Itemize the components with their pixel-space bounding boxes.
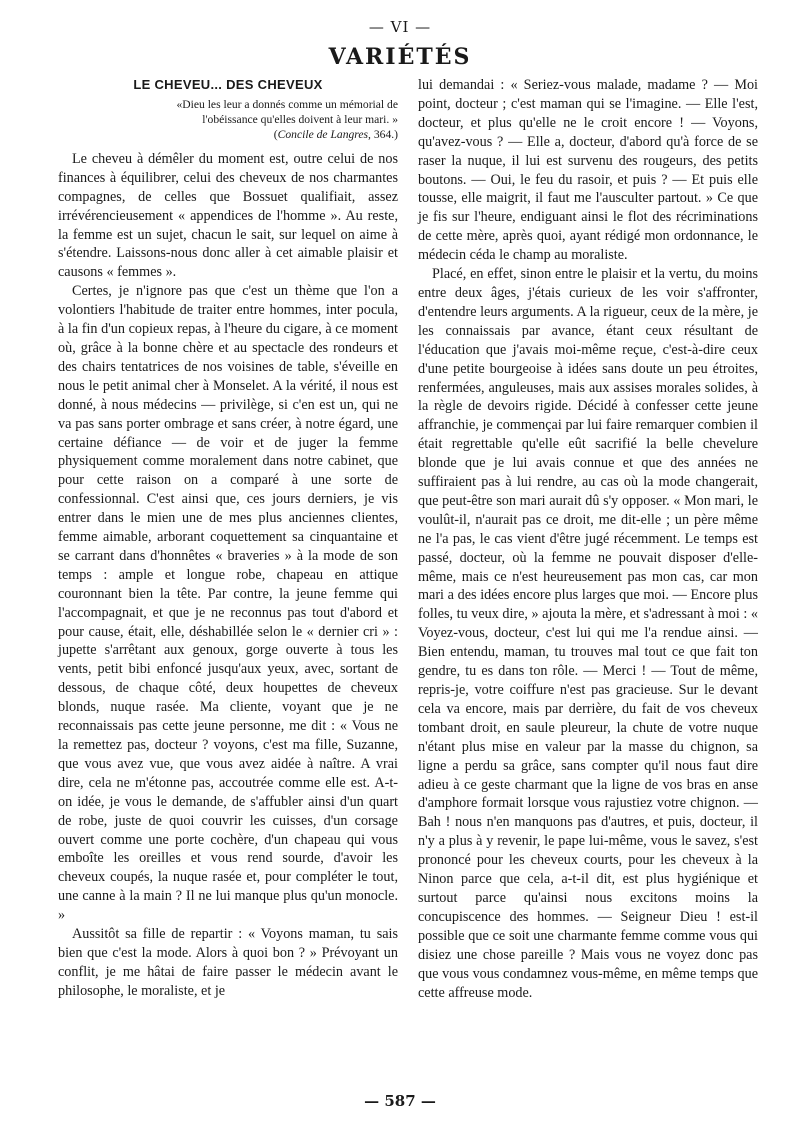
article-title: LE CHEVEU... DES CHEVEUX [133,77,323,92]
paragraph: Certes, je n'ignore pas que c'est un thème que l'on a volontiers l'habitude de traiter entre hommes, inter pocula, à la fin d'un copieux repas, à l'heure du cigare, à ce moment où, grâce à la bonne chère et au spectacle des rondeurs et des chairs tentatrices de nos voisines de table, s'éveille en nous le petit animal cher à Monselet. A la vérité, il nous est donné, à nous médecins — privilège, si c'en est un, qui ne va pas sans porter ombrage et sans créer, à notre égard, une certaine défiance — de voir et de juger la femme physiquement comme moralement dans notre cabinet, que pour cette raison on a comparé à une sorte de confessionnal. C'est ainsi que, ces jours derniers, je vis entrer dans le mien une de mes plus anciennes clientes, femme aimable, arborant coquettement sa cinquantaine et se carrant dans d'honnêtes « braveries » à la mode de son temps : ample et longue robe, chapeau en attique couronnant bien la tête. Par contre, la jeune femme qui l'accompagnait, et que je ne reconnus pas tout d'abord et pour cause, était, elle, déshabillée selon le « dernier cri » : jupette s'arrêtant aux genoux, gorge ouverte à tous les vents, petit bibi enfoncé jusqu'aux yeux, avec, sortant de dessous, de chaque côté, deux houpettes de cheveux blonds, nuque rasée. Ma cliente, voyant que je ne reconnaissais pas cette jeune personne, me dit : « Vous ne la remettez pas, docteur ? voyons, c'est ma fille, Suzanne, que vous avez vue, que vous avez aidée à naître. A vrai dire, cela ne m'étonne pas, accoutrée comme elle est. A-t-on idée, je vous le demande, de s'affubler ainsi d'un quart de robe, juste de quoi couvrir les cuisses, d'un corsage ouvert comme une porte cochère, d'un chapeau qui vous emboîte les oreilles et vous rend sourde, d'avoir les cheveux coupés, la nuque rasée et, pour compléter le tout, une canne à la main ? Il ne lui manque plus qu'un monocle. » [58,283,398,924]
epigraph-source: (Concile de Langres, 364.) [273,127,398,141]
epigraph-source-page: 364.) [373,127,398,141]
epigraph-source-name: Concile de Langres, [277,127,371,141]
paragraph: Le cheveu à démêler du moment est, outre celui de nos finances à équilibrer, celui des cheveux de nos charmantes compagnes, de celles que Bossuet qualifiait, assez irrévérencieusement « appendices de l'homme ». Au reste, la femme est un sujet, chacun le sait, sur lequel on aime à s'étendre. Laissons-nous donc aller à cet aimable plaisir et causons « femmes ». [58,150,398,281]
paragraph-continued: lui demandai : « Seriez-vous malade, madame ? — Moi point, docteur ; c'est maman qui se l'imagine. — Elle l'est, docteur, et plus qu'elle ne le croit encore ! — Voyons, qu'avez-vous ? — Elle a, docteur, d'abord qu'à force de se raser la nuque, il lui est survenu des rougeurs, des petits boutons. — Oui, le feu du rasoir, et puis ? — Et puis elle tousse, elle maigrit, il faut me l'ausculter partout. » Ce que je fis sur l'heure, endiguant ainsi le flot des récriminations de cette mère, après quoi, ayant rédigé mon ordonnance, le médecin céda le champ au moraliste. [418,77,758,264]
right-column [418,76,758,1002]
section-rubric: VARIÉTÉS [328,44,472,70]
section-folio: — VI — [368,18,432,36]
left-column [58,76,398,1001]
paragraph: Placé, en effet, sinon entre le plaisir et la vertu, du moins entre deux âges, j'étais curieux de les voir s'affronter, d'entendre leurs arguments. A la rigueur, ceux de la mère, je les connaissais par avance, étant ceux résultant de l'éducation que j'avais moi-même reçue, c'est-à-dire ceux d'une petite bourgeoise à idées sans doute un peu étroites, renfermées, anguleuses, mais aux assises morales solides, à la règle de devoirs rigide. Décidé à confesser cette jeune affranchie, je commençai par lui faire remarquer combien il était regrettable qu'elle eût sacrifié la belle chevelure blonde que je lui avais connue et que des années ne suffiraient pas à lui rendre, au cas où la mode changerait, que peut-être son mari aurait dû s'y opposer. « Mon mari, le voulût-il, n'aurait pas ce droit, me dit-elle ; un père même ne l'a pas, le cas vient d'être jugé récemment. Le temps est passé, docteur, où la femme ne pouvait disposer d'elle-même, mais ce n'est heureusement pas mon cas, car mon mari a des idées encore plus larges que moi. — Encore plus folles, tu veux dire, » ajouta la mère, et s'adressant à moi : « Voyez-vous, docteur, c'est lui qui me l'a rendue ainsi. — Bien entendu, maman, tu trouves mal tout ce que fait ton gendre, tu es dans ton rôle. — Merci ! — Tout de même, repris-je, votre coiffure n'est pas gracieuse. Sur le devant cela va encore, mais par derrière, du fait de vos cheveux tombant droit, en saule pleureur, la chute de votre nuque n'étant plus mise en valeur par la masse du chignon, sa ligne a perdu sa grâce, sans compter qu'il nous faut dire adieu à ce geste charmant que la ligne de vos bras en anse d'amphore formait lorsque vous rajustiez votre chignon. — Bah ! nous n'en manquons pas d'autres, et puis, docteur, il n'y a plus à y revenir, le pape lui-même, vous le savez, s'est prononcé pour les cheveux courts, pour les cheveux à la Ninon parce que cela, a-t-il dit, est plus hygiénique et surtout parce qu'ainsi nous excitons moins la concupiscence des hommes. — Seigneur Dieu ! est-il possible que ce soit une charmante femme comme vous qui disiez une chose pareille ? Mais vous ne voyez donc pas que vous vous condamnez vous-même, en même temps que cette affreuse mode. [418,266,758,1001]
paragraph: Aussitôt sa fille de repartir : « Voyons maman, tu sais bien que c'est la mode. Alors à quoi bon ? » Prévoyant un conflit, je me hâtai de faire passer le médecin avant le philosophe, le moraliste, et je [58,926,398,999]
epigraph-quote: «Dieu les leur a donnés comme un mémorial de l'obéissance qu'elles doivent à leur mari. » [176,97,398,126]
page-number: — 587 — [364,1092,436,1110]
epigraph [176,97,398,142]
